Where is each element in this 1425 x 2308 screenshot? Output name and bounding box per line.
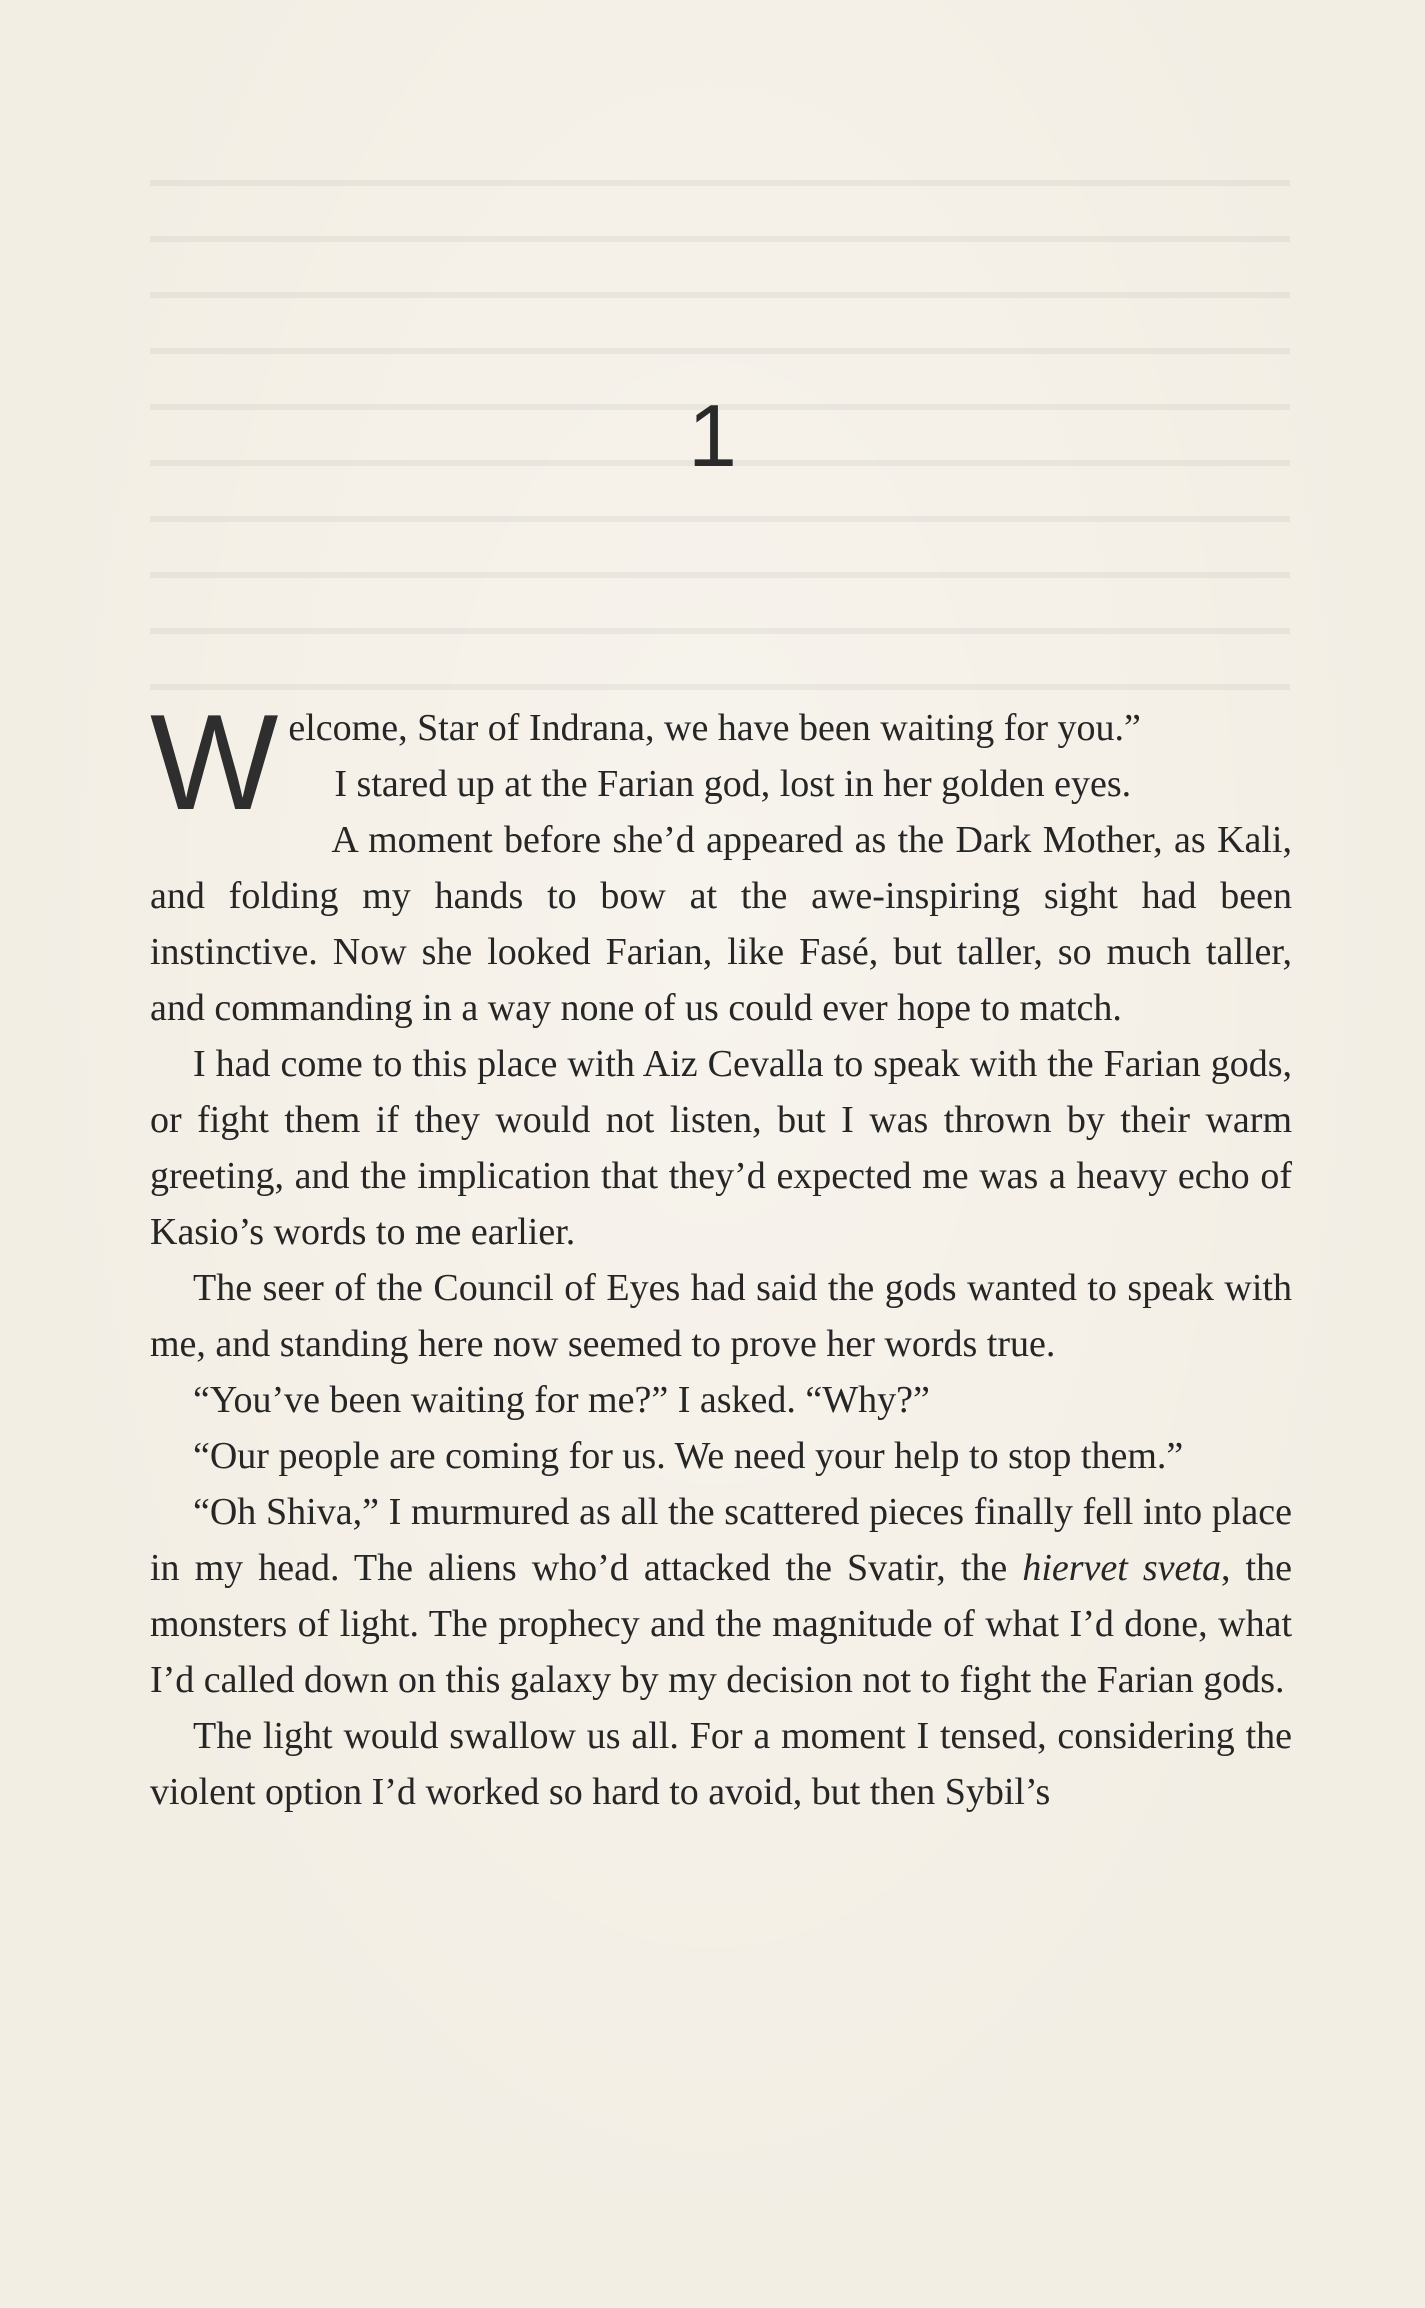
chapter-number: 1 [688, 386, 737, 485]
paragraph-text: “Oh Shiva,” I murmured as all the scattered pieces finally fell into place in my head. The aliens who’d attacked the Svatir, the [150, 1491, 1292, 1589]
paragraph: I had come to this place with Aiz Cevalla to speak with the Farian gods, or fight them if they would not listen, but I was thrown by their warm greeting, and the implication that they’d expected me was a heavy echo of Kasio’s words to me earlier. [150, 1043, 1292, 1253]
chapter-body [150, 686, 1292, 1820]
opening-line-2: I stared up at the Farian god, lost in her golden eyes. [334, 763, 1132, 805]
paragraph: The seer of the Council of Eyes had said the gods wanted to speak with me, and standing here now seemed to prove her words true. [150, 1267, 1292, 1365]
paragraph: A moment before she’d appeared as the Dark Mother, as Kali, and folding my hands to bow at the awe-inspiring sight had been instinctive. Now she looked Farian, like Fasé, but taller, so much taller, and commanding in a way none of us could ever hope to match. [150, 819, 1292, 1029]
drop-cap: W [150, 686, 275, 838]
paragraph-final: The light would swallow us all. For a moment I tensed, considering the violent option I’d worked so hard to avoid, but then Sybil’s [150, 1715, 1292, 1813]
opening-line-1: elcome, Star of Indrana, we have been waiting for you.” [288, 707, 1141, 749]
paragraph-text: , the monsters of light. The prophecy and the magnitude of what I’d done, what I’d called down on this galaxy by my decision not to fight the Farian gods. [150, 1547, 1292, 1701]
opening-paragraph [150, 686, 1292, 838]
paragraph: “You’ve been waiting for me?” I asked. “Why?” [193, 1379, 930, 1421]
paragraph-shiva [150, 1484, 1292, 1708]
italic-term: hiervet sveta [1022, 1547, 1221, 1589]
paragraph: “Our people are coming for us. We need your help to stop them.” [193, 1435, 1184, 1477]
